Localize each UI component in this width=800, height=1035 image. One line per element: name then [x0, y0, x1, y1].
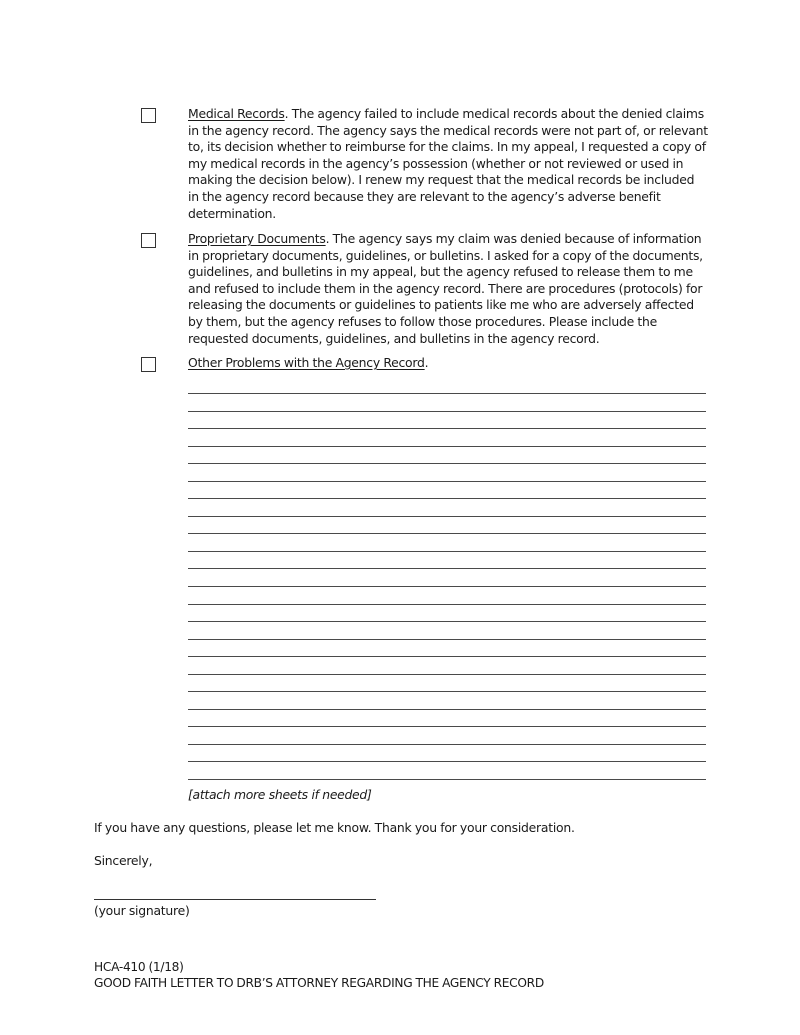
medical-records-title: Medical Records — [188, 106, 285, 121]
signature-line[interactable] — [94, 899, 376, 900]
blank-line[interactable] — [188, 656, 706, 657]
form-title: GOOD FAITH LETTER TO DRB’S ATTORNEY REGARDING THE AGENCY RECORD — [94, 976, 544, 990]
blank-line[interactable] — [188, 411, 706, 412]
other-problems-checkbox[interactable] — [141, 357, 156, 372]
blank-line[interactable] — [188, 533, 706, 534]
medical-records-body: . The agency failed to include medical records about the denied claims in the agency record. The agency says the medical records were not part of, or relevant to, its decision whether to reimburse for the claims. In my appeal, I requested a copy of my medical records in the agency’s possession (whether or not reviewed or used in making the decision below). I renew my request that the medical records be included in the agency record because they are relevant to the agency’s adverse benefit determination. — [188, 106, 708, 221]
other-problems-text — [188, 355, 708, 372]
attach-more-sheets-note: [attach more sheets if needed] — [188, 787, 372, 802]
blank-line[interactable] — [188, 674, 706, 675]
blank-line[interactable] — [188, 761, 706, 762]
blank-line[interactable] — [188, 393, 706, 394]
closing-message: If you have any questions, please let me know. Thank you for your consideration. — [94, 820, 575, 835]
blank-line[interactable] — [188, 568, 706, 569]
blank-line[interactable] — [188, 604, 706, 605]
blank-line[interactable] — [188, 446, 706, 447]
blank-line[interactable] — [188, 428, 706, 429]
form-id: HCA-410 (1/18) — [94, 960, 184, 974]
other-problems-title: Other Problems with the Agency Record — [188, 355, 425, 370]
blank-line[interactable] — [188, 481, 706, 482]
proprietary-documents-body: . The agency says my claim was denied because of information in proprietary documents, guidelines, or bulletins. I asked for a copy of the documents, guidelines, and bulletins in my appeal, but the agency refused to release them to me and refused to include them in the agency record. There are procedures (protocols) for releasing the documents or guidelines to patients like me who are adversely affected by them, but the agency refuses to follow those procedures. Please include the requested documents, guidelines, and bulletins in the agency record. — [188, 231, 703, 346]
proprietary-documents-checkbox[interactable] — [141, 233, 156, 248]
blank-line[interactable] — [188, 709, 706, 710]
blank-line[interactable] — [188, 516, 706, 517]
blank-line[interactable] — [188, 639, 706, 640]
medical-records-text — [188, 106, 708, 222]
blank-line[interactable] — [188, 779, 706, 780]
proprietary-documents-text — [188, 231, 708, 347]
blank-line[interactable] — [188, 586, 706, 587]
medical-records-checkbox[interactable] — [141, 108, 156, 123]
blank-line[interactable] — [188, 691, 706, 692]
blank-line[interactable] — [188, 551, 706, 552]
signature-label: (your signature) — [94, 903, 190, 918]
blank-line[interactable] — [188, 621, 706, 622]
blank-line[interactable] — [188, 498, 706, 499]
blank-line[interactable] — [188, 744, 706, 745]
other-problems-body: . — [424, 355, 429, 370]
proprietary-documents-title: Proprietary Documents — [188, 231, 326, 246]
blank-line[interactable] — [188, 463, 706, 464]
blank-line[interactable] — [188, 726, 706, 727]
salutation: Sincerely, — [94, 853, 153, 868]
